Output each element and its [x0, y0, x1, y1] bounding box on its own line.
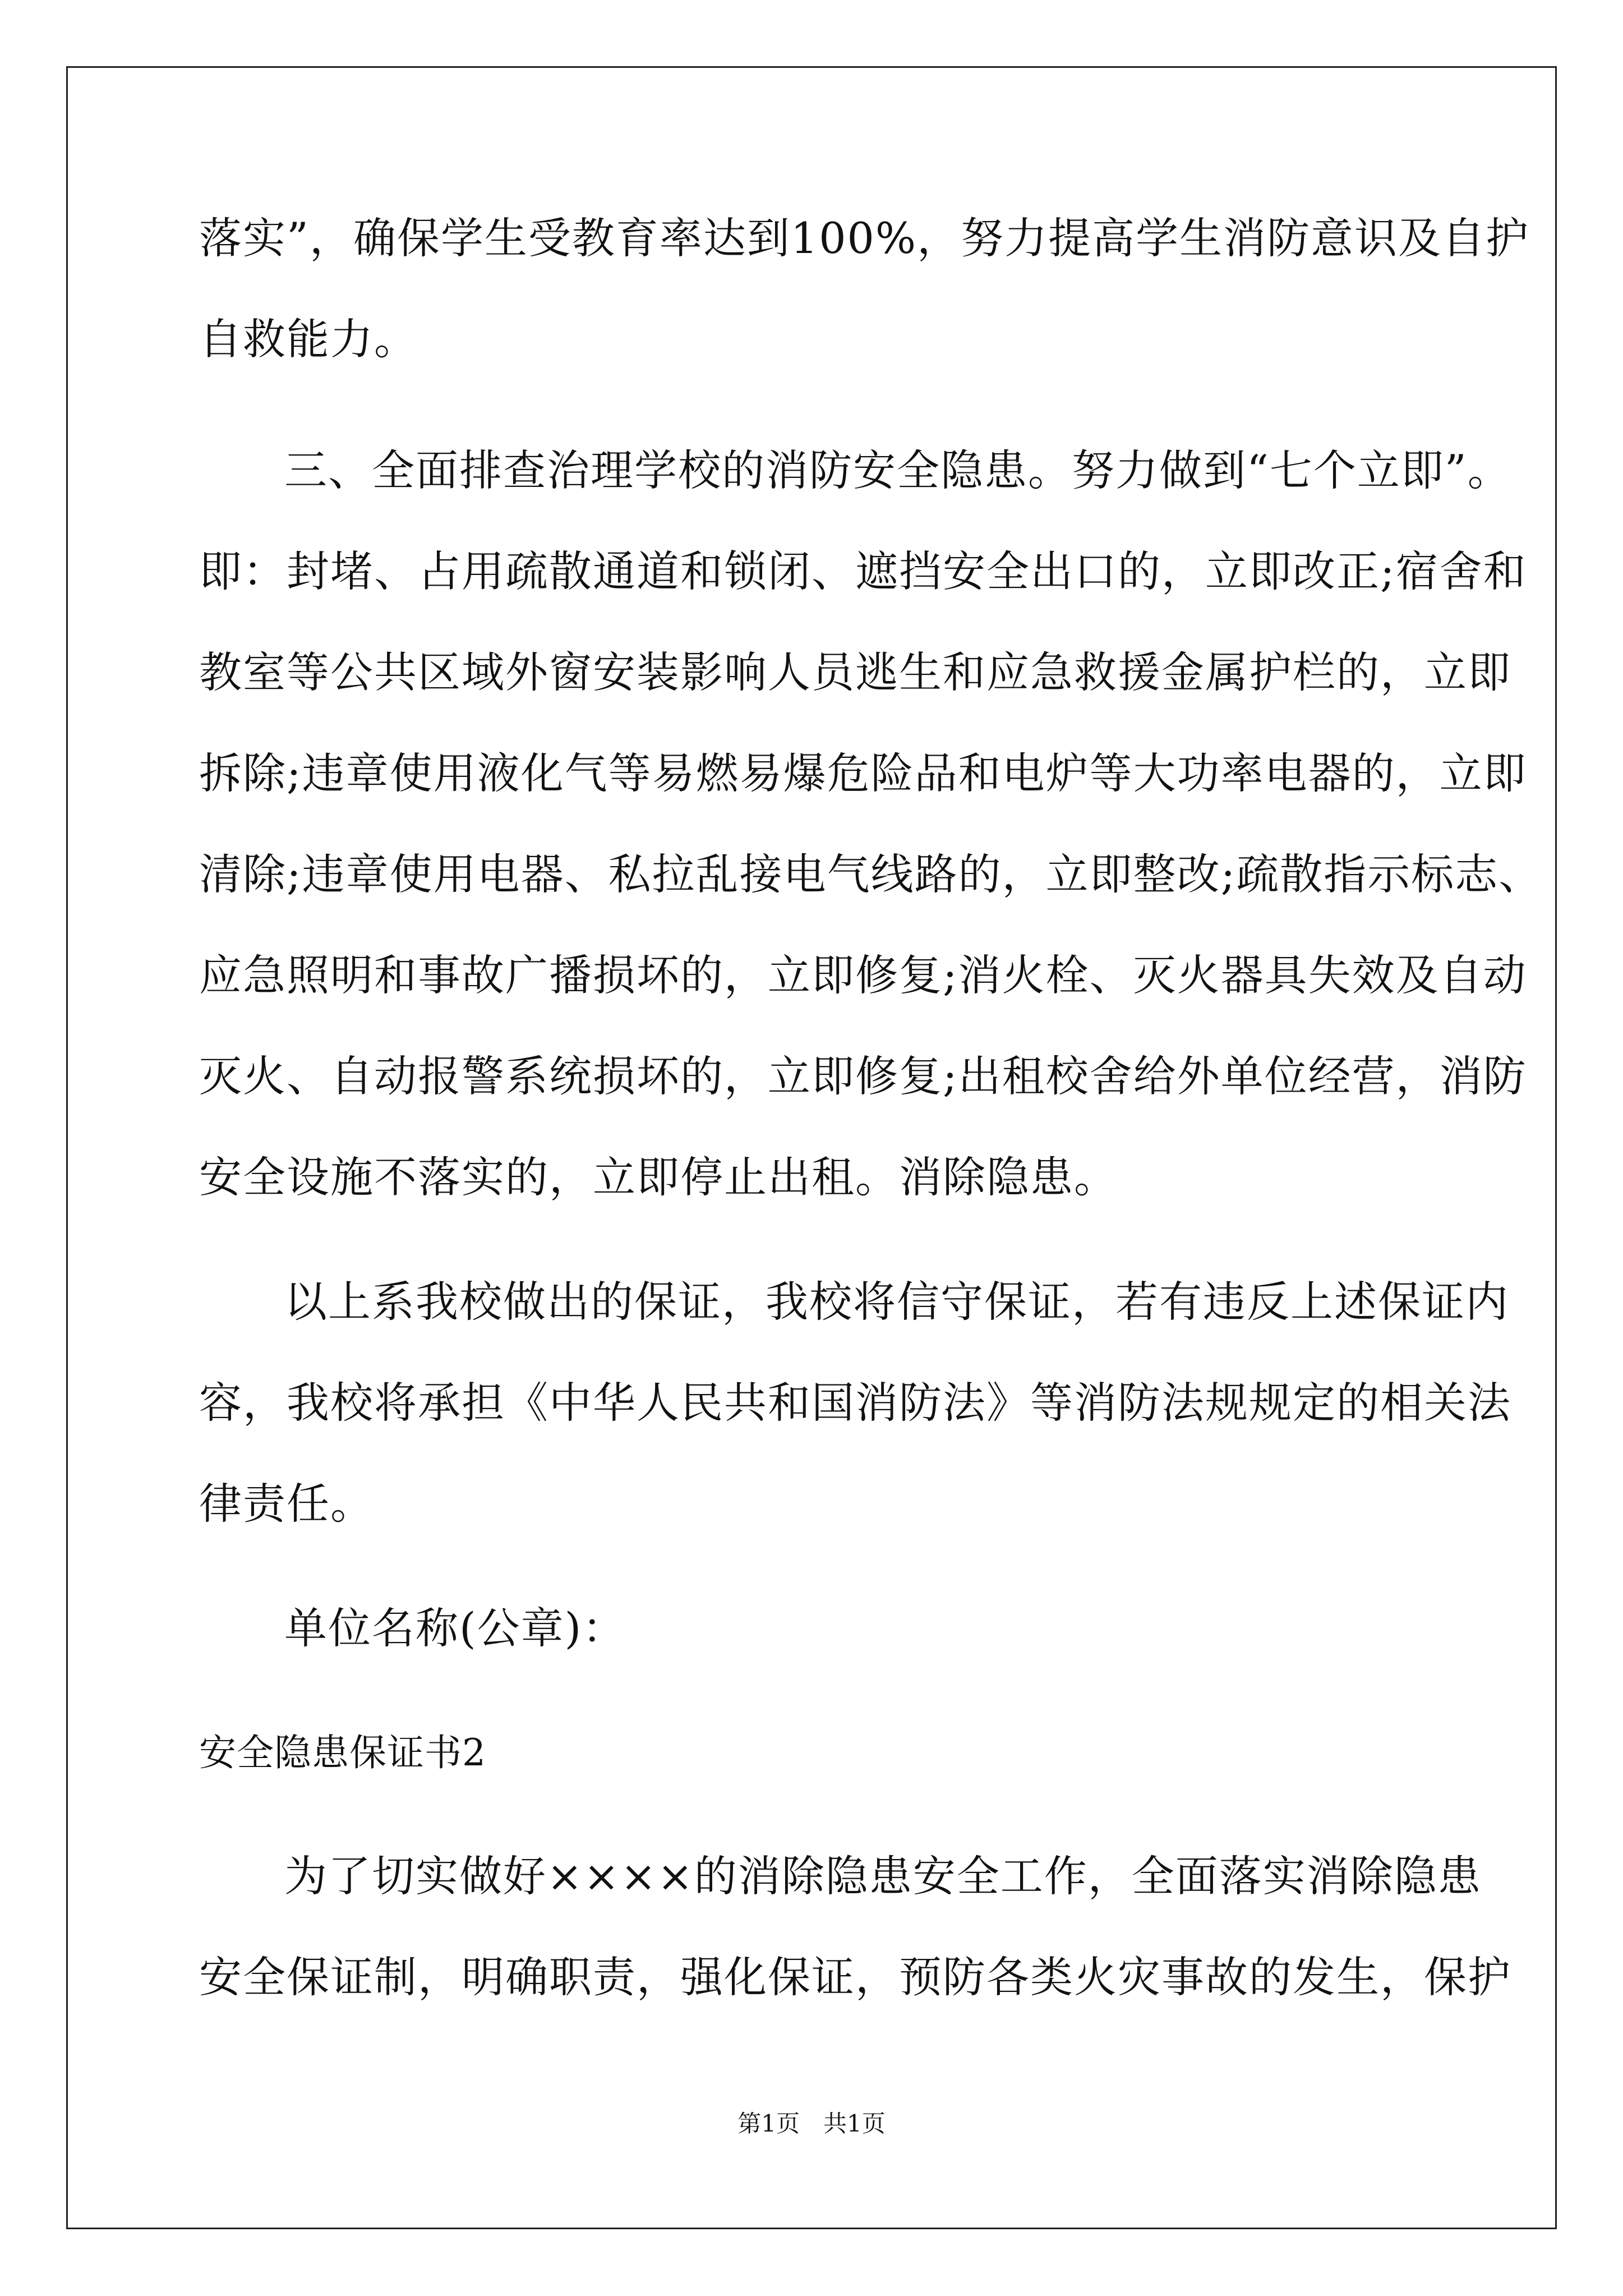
- paragraph-line: 落实”，确保学生受教育率达到100%，努力提高学生消防意识及自护: [199, 213, 1530, 263]
- paragraph-line: 教室等公共区域外窗安装影响人员逃生和应急救援金属护栏的，立即: [199, 647, 1511, 697]
- total-pages: 共1页: [823, 2110, 886, 2137]
- paragraph-line: 容，我校将承担《中华人民共和国消防法》等消防法规规定的相关法: [199, 1378, 1511, 1428]
- paragraph-line: 灭火、自动报警系统损坏的，立即修复;出租校舍给外单位经营，消防: [199, 1051, 1527, 1101]
- paragraph-line: 自救能力。: [199, 314, 418, 364]
- paragraph-line: 安全设施不落实的，立即停止出租。消除隐患。: [199, 1152, 1118, 1202]
- signature-label: 单位名称(公章)：: [284, 1603, 626, 1653]
- paragraph-line: 以上系我校做出的保证，我校将信守保证，若有违反上述保证内: [284, 1277, 1509, 1327]
- page-number: 第1页: [737, 2110, 800, 2137]
- paragraph-line: 律责任。: [199, 1479, 374, 1529]
- paragraph-line: 清除;违章使用电器、私拉乱接电气线路的，立即整改;疏散指示标志、: [199, 849, 1543, 899]
- paragraph-line: 为了切实做好××××的消除隐患安全工作，全面落实消除隐患: [284, 1851, 1482, 1901]
- paragraph-line: 应急照明和事故广播损坏的，立即修复;消火栓、灭火器具失效及自动: [199, 950, 1527, 1000]
- page-footer: [0, 2108, 1623, 2139]
- paragraph-line: 三、全面排查治理学校的消防安全隐患。努力做到“七个立即”。: [284, 445, 1511, 495]
- page-border: [66, 66, 1557, 2229]
- paragraph-line: 拆除;违章使用液化气等易燃易爆危险品和电炉等大功率电器的，立即: [199, 748, 1527, 798]
- paragraph-line: 安全保证制，明确职责，强化保证，预防各类火灾事故的发生，保护: [199, 1952, 1511, 2002]
- section-heading: 安全隐患保证书2: [199, 1731, 486, 1774]
- paragraph-line: 即：封堵、占用疏散通道和锁闭、遮挡安全出口的，立即改正;宿舍和: [199, 546, 1527, 596]
